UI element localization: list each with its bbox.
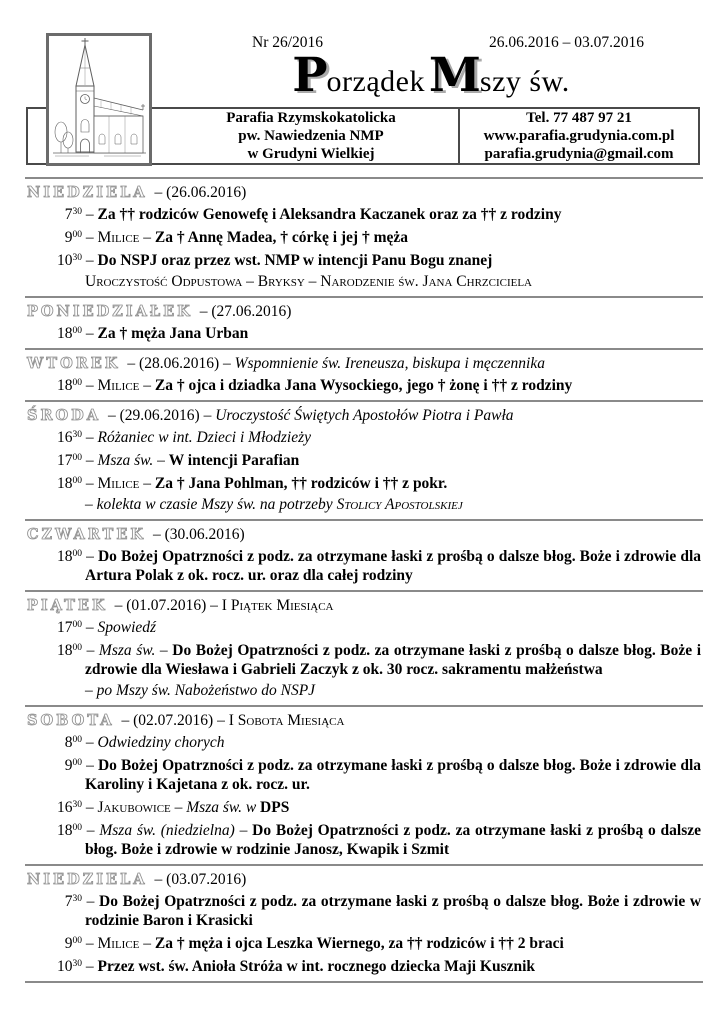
page-title	[150, 50, 712, 104]
entry-time	[55, 957, 82, 976]
entry-hour: 9	[64, 229, 73, 246]
day-name: WTOREK	[27, 355, 121, 372]
entry-hour: 18	[57, 642, 73, 659]
text-segment: Milice	[97, 229, 140, 246]
entry-minutes: 00	[72, 758, 82, 768]
mass-entry: $17^{00}$ – Msza św. – W intencji Parafian	[57, 452, 300, 469]
entry-hour: 18	[57, 548, 73, 565]
entry-hour: 18	[57, 475, 73, 492]
text-segment: Msza św.	[97, 452, 154, 469]
text-segment: –	[139, 229, 155, 246]
entry-time	[55, 821, 82, 840]
text-segment: Za † męża i ojca Leszka Wiernego, za †† rodziców i †† 2 braci	[154, 935, 564, 952]
entry-time	[55, 251, 82, 270]
entry-hour: 18	[57, 325, 73, 342]
title-word-2: szy św.	[479, 65, 570, 98]
entry-time	[55, 547, 82, 566]
entry-time	[55, 376, 82, 395]
day-heading	[27, 184, 701, 201]
text-segment: Do Bożej Opatrzności z podz. za otrzymane łaski z prośbą o dalsze błog. Boże i zdrowie w rodzinie Baron i Krasicki	[85, 893, 702, 929]
day-date: – (01.07.2016)	[114, 597, 207, 614]
entry-time	[55, 324, 82, 343]
entry-time	[55, 798, 82, 817]
entry-hour: 9	[64, 757, 73, 774]
text-segment: Do Bożej Opatrzności z podz. za otrzymane łaski z prośbą o dalsze błog. Boże i zdrowie w rodzinie Janosz, Kwapik i Szmit	[85, 822, 702, 858]
day-heading	[27, 355, 701, 372]
entry-minutes: 30	[72, 430, 82, 440]
entry-minutes: 00	[72, 476, 82, 486]
entry-minutes: 30	[72, 253, 82, 263]
day-section-5	[27, 592, 701, 705]
text-segment: Przez wst. św. Anioła Stróża w int. rocznego dziecka Maji Kusznik	[97, 958, 536, 975]
text-segment: Wspomnienie św. Ireneusza, biskupa i męczennika	[234, 355, 545, 372]
entry-minutes: 00	[72, 378, 82, 388]
text-segment: I Sobota Miesiąca	[228, 712, 345, 729]
day-date: – (28.06.2016)	[127, 355, 220, 372]
entry-minutes: 00	[72, 823, 82, 833]
contact-info	[460, 109, 698, 163]
schedule	[27, 177, 701, 983]
entry-time	[55, 205, 82, 224]
entry-time	[55, 428, 82, 447]
day-date: – (02.07.2016)	[121, 712, 214, 729]
date-range: 26.06.2016 – 03.07.2016	[489, 34, 644, 51]
phone-number: Tel. 77 487 97 21	[526, 110, 632, 126]
entry-hour: 17	[57, 452, 73, 469]
title-word-1: orządek	[326, 65, 425, 98]
mass-entry: $9^{00}$ – Milice – Za † Annę Madea, † córkę i jej † męża	[27, 228, 701, 247]
entry-minutes: 00	[72, 549, 82, 559]
text-segment: Do Bożej Opatrzności z podz. za otrzymane łaski z prośbą o dalsze błog. Boże i zdrowie dla Karoliny i Kajetana z ok. rocz. ur.	[85, 757, 701, 793]
text-segment: –	[139, 935, 155, 952]
text-segment: –	[170, 799, 187, 816]
mass-entry: $18^{00}$ – Milice – Za † Jana Pohlman, †† rodziców i †† z pokr.	[57, 475, 448, 492]
parish-name: Parafia Rzymskokatolicka	[226, 110, 396, 126]
day-name: PONIEDZIAŁEK	[27, 303, 193, 320]
text-segment: Za † męża Jana Urban	[97, 325, 249, 342]
mass-entry: $18^{00}$ – Milice – Za † ojca i dziadka Jana Wysockiego, jego † żonę i †† z rodziny	[57, 377, 573, 394]
text-segment: W intencji Parafian	[168, 452, 300, 469]
text-segment: Za †† rodziców Genowefę i Aleksandra Kaczanek oraz za †† z rodziny	[97, 206, 562, 223]
day-heading	[27, 303, 701, 320]
entry-time	[55, 756, 82, 775]
mass-entry: $9^{00}$ – Do Bożej Opatrzności z podz. za otrzymane łaski z prośbą o dalsze błog. Boże i zdrowie dla Karoliny i Kajetana z ok. rocz. ur.	[27, 756, 701, 794]
text-segment: Do Bożej Opatrzności z podz. za otrzymane łaski z prośbą o dalsze błog. Boże i zdrowie dla Wiesława i Gabrieli Zaczyk z ok. 30 rocz. sakramentu małżeństwa	[85, 642, 702, 678]
mass-entry: $8^{00}$ – Odwiedziny chorych	[27, 733, 701, 752]
day-section-1	[27, 298, 701, 348]
title-initial-m: M	[428, 48, 480, 103]
day-section-6	[27, 707, 701, 864]
entry-minutes: 30	[72, 894, 82, 904]
mass-entry: $17^{00}$ – Spowiedź	[57, 619, 157, 636]
day-section-2	[27, 350, 701, 400]
mass-entry: $18^{00}$ – Za † męża Jana Urban	[57, 325, 249, 342]
entry-minutes: 30	[72, 800, 82, 810]
bulletin-header	[0, 0, 724, 172]
text-segment: –	[155, 642, 173, 659]
entry-minutes: 30	[72, 207, 82, 217]
day-subtitle: – I Sobota Miesiąca	[213, 712, 345, 729]
day-date: – (03.07.2016)	[154, 871, 247, 888]
mass-entry: $16^{30}$ – Jakubowice – Msza św. w DPS	[57, 799, 290, 816]
text-segment: Msza św.	[98, 642, 156, 659]
day-heading	[27, 871, 701, 888]
entry-hour: 16	[57, 799, 73, 816]
entry-time	[55, 892, 82, 911]
day-name: NIEDZIELA	[27, 184, 148, 201]
mass-entry: $10^{30}$ – Do NSPJ oraz przez wst. NMP w intencji Panu Bogu znanej	[57, 252, 493, 269]
text-segment: – po Mszy św. Nabożeństwo do NSPJ	[85, 682, 316, 699]
entry-hour: 17	[57, 619, 73, 636]
day-name: CZWARTEK	[27, 526, 146, 543]
day-section-7	[27, 866, 701, 981]
entry-time	[55, 733, 82, 752]
text-segment: Milice	[97, 935, 140, 952]
entry-hour: 10	[57, 958, 73, 975]
section-note	[27, 272, 701, 291]
entry-time	[55, 641, 82, 660]
day-subtitle: – Uroczystość Świętych Apostołów Piotra i Pawła	[199, 407, 514, 424]
mass-entry: $18^{00}$ – Msza św. (niedzielna) – Do Bożej Opatrzności z podz. za otrzymane łaski z prośbą o dalsze błog. Boże i zdrowie w rodzinie Janosz, Kwapik i Szmit	[57, 822, 702, 858]
email-address: parafia.grudynia@gmail.com	[484, 146, 674, 162]
entry-minutes: 30	[72, 959, 82, 969]
day-name: NIEDZIELA	[27, 871, 148, 888]
text-segment: Jakubowice	[97, 799, 171, 816]
entry-hour: 8	[64, 734, 73, 751]
entry-time	[55, 474, 82, 493]
parish-place: w Grudyni Wielkiej	[247, 146, 375, 162]
entry-note	[27, 681, 701, 700]
entry-minutes: 00	[72, 453, 82, 463]
entry-minutes: 00	[72, 735, 82, 745]
day-heading	[27, 597, 701, 614]
text-segment: –	[234, 822, 253, 839]
day-date: – (29.06.2016)	[107, 407, 200, 424]
text-segment: Spowiedź	[97, 619, 157, 636]
mass-entry: $7^{30}$ – Za †† rodziców Genowefę i Aleksandra Kaczanek oraz za †† z rodziny	[27, 205, 701, 224]
text-segment: Uroczystość Odpustowa – Bryksy – Narodzenie św. Jana Chrzciciela	[85, 273, 533, 290]
entry-minutes: 00	[72, 620, 82, 630]
entry-note	[27, 495, 701, 514]
text-segment: Za † Jana Pohlman, †† rodziców i †† z pokr.	[154, 475, 448, 492]
mass-entry: $16^{30}$ – Różaniec w int. Dzieci i Młodzieży	[57, 429, 312, 446]
text-segment: Do Bożej Opatrzności z podz. za otrzymane łaski z prośbą o dalsze błog. Boże i zdrowie dla Artura Polak z ok. rocz. ur. oraz dla całej rodziny	[85, 548, 701, 584]
day-section-3	[27, 402, 701, 519]
section-separator	[25, 981, 703, 983]
text-segment: –	[139, 377, 155, 394]
text-segment: DPS	[260, 799, 290, 816]
day-heading	[27, 407, 701, 424]
day-date: – (27.06.2016)	[199, 303, 292, 320]
day-subtitle: – Wspomnienie św. Ireneusza, biskupa i męczennika	[219, 355, 545, 372]
parish-logo-box	[46, 33, 152, 166]
text-segment: Odwiedziny chorych	[97, 734, 225, 751]
entry-minutes: 00	[72, 326, 82, 336]
issue-number: Nr 26/2016	[252, 34, 324, 51]
text-segment: Uroczystość Świętych Apostołów Piotra i Pawła	[215, 407, 514, 424]
text-segment: Do NSPJ oraz przez wst. NMP w intencji Panu Bogu znanej	[97, 252, 493, 269]
day-heading	[27, 712, 701, 729]
entry-hour: 7	[64, 893, 73, 910]
entry-hour: 18	[57, 377, 73, 394]
text-segment: –	[139, 475, 155, 492]
entry-hour: 9	[64, 935, 73, 952]
entry-minutes: 00	[72, 230, 82, 240]
entry-hour: 10	[57, 252, 73, 269]
entry-time	[55, 228, 82, 247]
entry-time	[55, 451, 82, 470]
entry-minutes: 00	[72, 936, 82, 946]
mass-entry: $18^{00}$ – Msza św. – Do Bożej Opatrzności z podz. za otrzymane łaski z prośbą o dalsze błog. Boże i zdrowie dla Wiesława i Gabrieli Zaczyk z ok. 30 rocz. sakramentu małżeństwa	[57, 642, 702, 678]
day-name: ŚRODA	[27, 407, 101, 424]
text-segment: Za † Annę Madea, † córkę i jej † męża	[154, 229, 409, 246]
entry-minutes: 00	[72, 643, 82, 653]
mass-entry: $7^{30}$ – Do Bożej Opatrzności z podz. za otrzymane łaski z prośbą o dalsze błog. Boże i zdrowie w rodzinie Baron i Krasicki	[27, 892, 701, 930]
text-segment: I Piątek Miesiąca	[221, 597, 334, 614]
day-name: PIĄTEK	[27, 597, 108, 614]
text-segment: Milice	[97, 475, 140, 492]
text-segment: Różaniec w int. Dzieci i Młodzieży	[97, 429, 312, 446]
text-segment: – kolekta w czasie Mszy św. na potrzeby	[85, 496, 337, 513]
text-segment: Msza św. w	[186, 799, 261, 816]
text-segment: Milice	[97, 377, 140, 394]
entry-hour: 18	[57, 822, 73, 839]
text-segment: Za † ojca i dziadka Jana Wysockiego, jego † żonę i †† z rodziny	[154, 377, 573, 394]
title-initial-p: P	[292, 48, 327, 103]
day-date: – (26.06.2016)	[154, 184, 247, 201]
entry-hour: 16	[57, 429, 73, 446]
entry-time	[55, 618, 82, 637]
entry-time	[55, 934, 82, 953]
church-icon	[49, 36, 149, 163]
day-section-0	[27, 179, 701, 296]
day-heading	[27, 526, 701, 543]
mass-entry: $9^{00}$ – Milice – Za † męża i ojca Leszka Wiernego, za †† rodziców i †† 2 braci	[27, 934, 701, 953]
day-section-4	[27, 521, 701, 590]
day-date: – (30.06.2016)	[152, 526, 245, 543]
mass-entry: $10^{30}$ – Przez wst. św. Anioła Stróża w int. rocznego dziecka Maji Kusznik	[57, 958, 536, 975]
day-name: SOBOTA	[27, 712, 115, 729]
day-subtitle: – I Piątek Miesiąca	[206, 597, 334, 614]
entry-hour: 7	[64, 206, 73, 223]
website-url: www.parafia.grudynia.com.pl	[483, 128, 675, 144]
parish-dedication: pw. Nawiedzenia NMP	[238, 128, 384, 144]
text-segment: –	[153, 452, 169, 469]
mass-entry: $18^{00}$ – Do Bożej Opatrzności z podz. za otrzymane łaski z prośbą o dalsze błog. Boże i zdrowie dla Artura Polak z ok. rocz. ur. oraz dla całej rodziny	[57, 548, 701, 584]
text-segment: Stolicy Apostolskiej	[336, 496, 463, 513]
text-segment: Msza św. (niedzielna)	[99, 822, 235, 839]
